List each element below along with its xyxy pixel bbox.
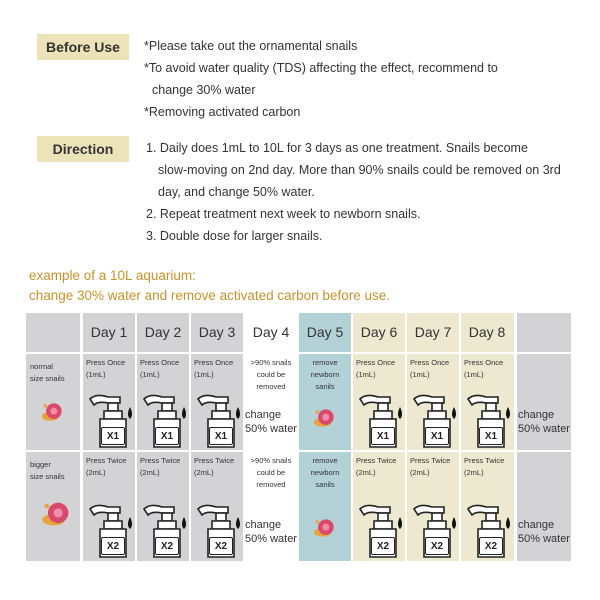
day-header-7: Day 7 xyxy=(414,324,452,340)
row_bigger-multiplier-7: X2 xyxy=(425,537,449,555)
row_normal-day5-3: sanils xyxy=(315,382,335,391)
header-day-8 xyxy=(460,313,514,353)
row_bigger-multiplier-1: X2 xyxy=(101,537,125,555)
example-line-1: example of a 10L aquarium: xyxy=(29,268,196,283)
before-use-line-4: *Removing activated carbon xyxy=(144,105,301,119)
row_bigger-press-2: Press Twice xyxy=(140,456,181,465)
direction-line-1: 1. Daily does 1mL to 10L for 3 days as one treatment. Snails become xyxy=(146,141,528,155)
header-day-1 xyxy=(82,313,136,353)
day-header-5: Day 5 xyxy=(306,324,344,340)
row_normal-dose-8: (1mL) xyxy=(464,370,484,379)
row_bigger-press-7: Press Twice xyxy=(410,456,451,465)
row_normal-day4-change-2: 50% water xyxy=(245,423,297,435)
column-divider xyxy=(189,313,191,561)
row_bigger-day4-3: removed xyxy=(256,480,286,489)
example-line-2: change 30% water and remove activated carbon before use. xyxy=(29,288,390,303)
row_bigger-dose-3: (2mL) xyxy=(194,468,214,477)
row_normal-end-change-1: change xyxy=(518,409,555,421)
column-divider xyxy=(243,313,245,561)
row_bigger-day5-2: newborn xyxy=(310,468,340,477)
direction-line-5: 3. Double dose for larger snails. xyxy=(146,229,323,243)
row_bigger-press-8: Press Twice xyxy=(464,456,505,465)
row_normal-press-7: Press Once xyxy=(410,358,450,367)
row_normal-label-2: size snails xyxy=(30,374,65,383)
column-divider xyxy=(135,313,137,561)
row_normal-multiplier-7: X1 xyxy=(425,427,449,445)
day-header-2: Day 2 xyxy=(144,324,182,340)
row_normal-day5-2: newborn xyxy=(310,370,340,379)
row_normal-press-3: Press Once xyxy=(194,358,234,367)
row_bigger-day4-change-1: change xyxy=(245,519,282,531)
header-day-2 xyxy=(136,313,190,353)
row_bigger-press-6: Press Twice xyxy=(356,456,397,465)
row_bigger-dose-2: (2mL) xyxy=(140,468,160,477)
direction-line-2: slow-moving on 2nd day. More than 90% snails could be removed on 3rd xyxy=(158,163,561,177)
row-divider xyxy=(26,352,571,354)
row_bigger-multiplier-3: X2 xyxy=(209,537,233,555)
row_bigger-day5-1: remove xyxy=(312,456,338,465)
before-use-line-3: change 30% water xyxy=(152,83,256,97)
row_bigger-dose-1: (2mL) xyxy=(86,468,106,477)
treatment-table xyxy=(26,313,571,561)
row_bigger-day5-3: sanils xyxy=(315,480,335,489)
row_normal-dose-2: (1mL) xyxy=(140,370,160,379)
header-day-5 xyxy=(298,313,352,353)
row_normal-multiplier-2: X1 xyxy=(155,427,179,445)
row_normal-snail-icon xyxy=(40,399,66,425)
day-header-6: Day 6 xyxy=(360,324,398,340)
day-header-1: Day 1 xyxy=(90,324,128,340)
row_bigger-day5-snail-icon xyxy=(312,515,338,541)
row_bigger-dose-7: (2mL) xyxy=(410,468,430,477)
row_bigger-multiplier-6: X2 xyxy=(371,537,395,555)
row_bigger-label-2: size snails xyxy=(30,472,65,481)
day-header-3: Day 3 xyxy=(198,324,236,340)
row_normal-label-1: normal xyxy=(30,362,53,371)
row_bigger-end-change-2: 50% water xyxy=(518,533,570,545)
row_normal-dose-7: (1mL) xyxy=(410,370,430,379)
row_normal-multiplier-3: X1 xyxy=(209,427,233,445)
before-use-line-1: *Please take out the ornamental snails xyxy=(144,39,358,53)
row_normal-end-change-2: 50% water xyxy=(518,423,570,435)
row_normal-multiplier-6: X1 xyxy=(371,427,395,445)
column-divider xyxy=(459,313,461,561)
row_normal-day5-1: remove xyxy=(312,358,338,367)
row_bigger-label-1: bigger xyxy=(30,460,51,469)
row_bigger-dose-8: (2mL) xyxy=(464,468,484,477)
day-header-8: Day 8 xyxy=(468,324,506,340)
row_normal-multiplier-8: X1 xyxy=(479,427,503,445)
header-end-cell xyxy=(516,313,571,353)
row_normal-day5-snail-icon xyxy=(312,405,338,431)
header-day-4 xyxy=(244,313,298,353)
row-divider xyxy=(26,450,571,452)
row_bigger-dose-6: (2mL) xyxy=(356,468,376,477)
column-divider xyxy=(351,313,353,561)
row_bigger-multiplier-2: X2 xyxy=(155,537,179,555)
header-day-7 xyxy=(406,313,460,353)
header-day-6 xyxy=(352,313,406,353)
row_bigger-press-3: Press Twice xyxy=(194,456,235,465)
row_bigger-multiplier-8: X2 xyxy=(479,537,503,555)
day-header-4: Day 4 xyxy=(252,324,290,340)
row_bigger-snail-icon xyxy=(40,497,74,531)
direction-label: Direction xyxy=(37,136,129,162)
header-day-3 xyxy=(190,313,244,353)
before-use-label: Before Use xyxy=(37,34,129,60)
row_bigger-day4-change-2: 50% water xyxy=(245,533,297,545)
column-divider xyxy=(297,313,299,561)
row_bigger-press-1: Press Twice xyxy=(86,456,127,465)
direction-line-4: 2. Repeat treatment next week to newborn snails. xyxy=(146,207,421,221)
before-use-line-2: *To avoid water quality (TDS) affecting the effect, recommend to xyxy=(144,61,498,75)
row_normal-day4-1: >90% snails xyxy=(250,358,292,367)
row_normal-dose-6: (1mL) xyxy=(356,370,376,379)
column-divider xyxy=(81,313,83,561)
header-label-cell xyxy=(26,313,80,353)
row_normal-cell-9 xyxy=(516,353,571,451)
column-divider xyxy=(405,313,407,561)
row_normal-dose-1: (1mL) xyxy=(86,370,106,379)
row_normal-multiplier-1: X1 xyxy=(101,427,125,445)
row_normal-day4-change-1: change xyxy=(245,409,282,421)
row_normal-press-8: Press Once xyxy=(464,358,504,367)
row_normal-day4-2: could be xyxy=(256,370,286,379)
row_normal-day4-3: removed xyxy=(256,382,286,391)
row_bigger-day4-2: could be xyxy=(256,468,286,477)
row_normal-dose-3: (1mL) xyxy=(194,370,214,379)
row_normal-press-1: Press Once xyxy=(86,358,126,367)
row_bigger-day4-1: >90% snails xyxy=(250,456,292,465)
row_bigger-end-change-1: change xyxy=(518,519,555,531)
row_normal-press-2: Press Once xyxy=(140,358,180,367)
direction-line-3: day, and change 50% water. xyxy=(158,185,315,199)
column-divider xyxy=(515,313,517,561)
row_normal-press-6: Press Once xyxy=(356,358,396,367)
